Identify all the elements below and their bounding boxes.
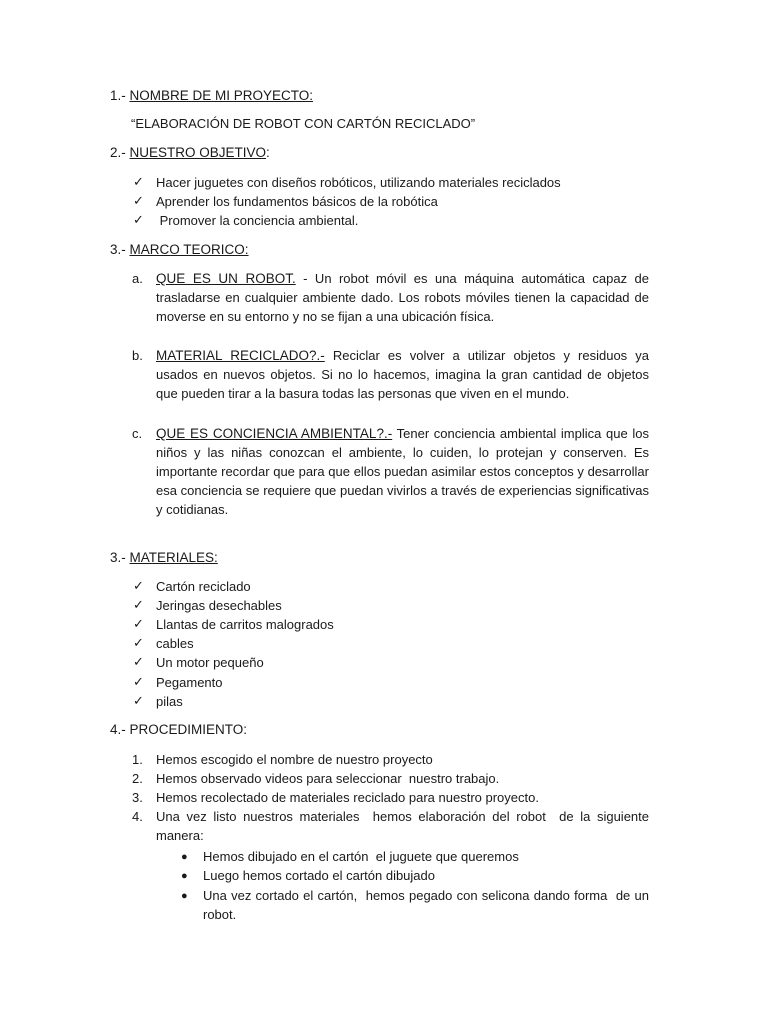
procedure-step: Hemos recolectado de materiales reciclado para nuestro proyecto. xyxy=(156,790,539,805)
theory-term: MATERIAL RECICLADO?.- xyxy=(156,348,325,363)
check-icon: ✓ xyxy=(133,693,144,708)
check-icon: ✓ xyxy=(133,674,144,689)
step-marker: 4. xyxy=(132,809,143,824)
list-marker: b. xyxy=(132,348,143,363)
material-item: Llantas de carritos malogrados xyxy=(156,617,334,632)
procedure-heading xyxy=(110,720,247,739)
section-1-heading xyxy=(110,86,313,105)
materials-number: 3.- xyxy=(110,550,130,565)
material-item: Jeringas desechables xyxy=(156,598,282,613)
procedure-step: Una vez listo nuestros materiales hemos elaboración del robot de la siguiente manera: xyxy=(156,809,653,843)
check-icon: ✓ xyxy=(133,654,144,669)
material-item: pilas xyxy=(156,694,183,709)
material-item: Un motor pequeño xyxy=(156,655,264,670)
step-marker: 1. xyxy=(132,752,143,767)
section-2-suffix: : xyxy=(266,145,270,160)
step-marker: 3. xyxy=(132,790,143,805)
theory-term: QUE ES CONCIENCIA AMBIENTAL?.- xyxy=(156,426,393,441)
objective-item: Hacer juguetes con diseños robóticos, utilizando materiales reciclados xyxy=(156,175,561,190)
material-item: cables xyxy=(156,636,194,651)
section-2-label: NUESTRO OBJETIVO xyxy=(129,145,267,160)
theory-term: QUE ES UN ROBOT. xyxy=(156,271,296,286)
procedure-number: 4.- xyxy=(110,722,130,737)
check-icon: ✓ xyxy=(133,578,144,593)
procedure-substep: Hemos dibujado en el cartón el juguete que queremos xyxy=(203,849,519,864)
theory-item-recycled xyxy=(156,346,649,403)
bullet-icon: ● xyxy=(181,870,188,882)
step-marker: 2. xyxy=(132,771,143,786)
procedure-step: Hemos escogido el nombre de nuestro proyecto xyxy=(156,752,433,767)
check-icon: ✓ xyxy=(133,635,144,650)
material-item: Pegamento xyxy=(156,675,223,690)
list-marker: a. xyxy=(132,271,143,286)
theory-item-awareness xyxy=(156,424,649,519)
list-marker: c. xyxy=(132,426,143,441)
objective-item: Promover la conciencia ambiental. xyxy=(156,213,359,228)
bullet-icon: ● xyxy=(181,890,188,902)
material-item: Cartón reciclado xyxy=(156,579,251,594)
section-2-number: 2.- xyxy=(110,145,130,160)
objective-item: Aprender los fundamentos básicos de la robótica xyxy=(156,194,438,209)
section-1-label: NOMBRE DE MI PROYECTO: xyxy=(129,88,314,103)
materials-heading xyxy=(110,548,218,567)
bullet-icon: ● xyxy=(181,851,188,863)
section-2-heading xyxy=(110,143,270,162)
check-icon: ✓ xyxy=(133,193,144,208)
procedure-substep: Luego hemos cortado el cartón dibujado xyxy=(203,868,435,883)
section-3-number: 3.- xyxy=(110,242,130,257)
theory-text: Tener conciencia ambiental implica que los niños y las niñas conozcan el ambiente, lo cuiden, lo protejan y conserven. Es importante recordar que para que ellos puedan asimilar estos conceptos y desarrollar esa conciencia se requiere que puedan vivirlos a través de experiencias significativas y cotidianas. xyxy=(156,426,649,517)
materials-label: MATERIALES: xyxy=(129,550,218,565)
theory-text: - Un robot móvil es una máquina automática capaz de trasladarse en cualquier ambiente dado. Los robots móviles tienen la capacidad de moverse en su entorno y no se fijan a una ubicación física. xyxy=(156,271,649,324)
procedure-step: Hemos observado videos para seleccionar nuestro trabajo. xyxy=(156,771,500,786)
section-3-label: MARCO TEORICO: xyxy=(129,242,249,257)
check-icon: ✓ xyxy=(133,616,144,631)
section-3-heading xyxy=(110,240,249,259)
theory-item-robot xyxy=(156,269,649,326)
section-1-number: 1.- xyxy=(110,88,130,103)
procedure-label: PROCEDIMIENTO: xyxy=(129,722,248,737)
theory-text: Reciclar es volver a utilizar objetos y residuos ya usados en nuevos objetos. Si no lo hacemos, imagina la gran cantidad de objetos que pueden tirar a la basura todas las personas que viven en el mundo. xyxy=(156,348,650,401)
check-icon: ✓ xyxy=(133,597,144,612)
project-title: “ELABORACIÓN DE ROBOT CON CARTÓN RECICLADO” xyxy=(131,116,476,131)
check-icon: ✓ xyxy=(133,212,144,227)
procedure-substep: Una vez cortado el cartón, hemos pegado con selicona dando forma de un robot. xyxy=(203,888,653,922)
check-icon: ✓ xyxy=(133,174,144,189)
